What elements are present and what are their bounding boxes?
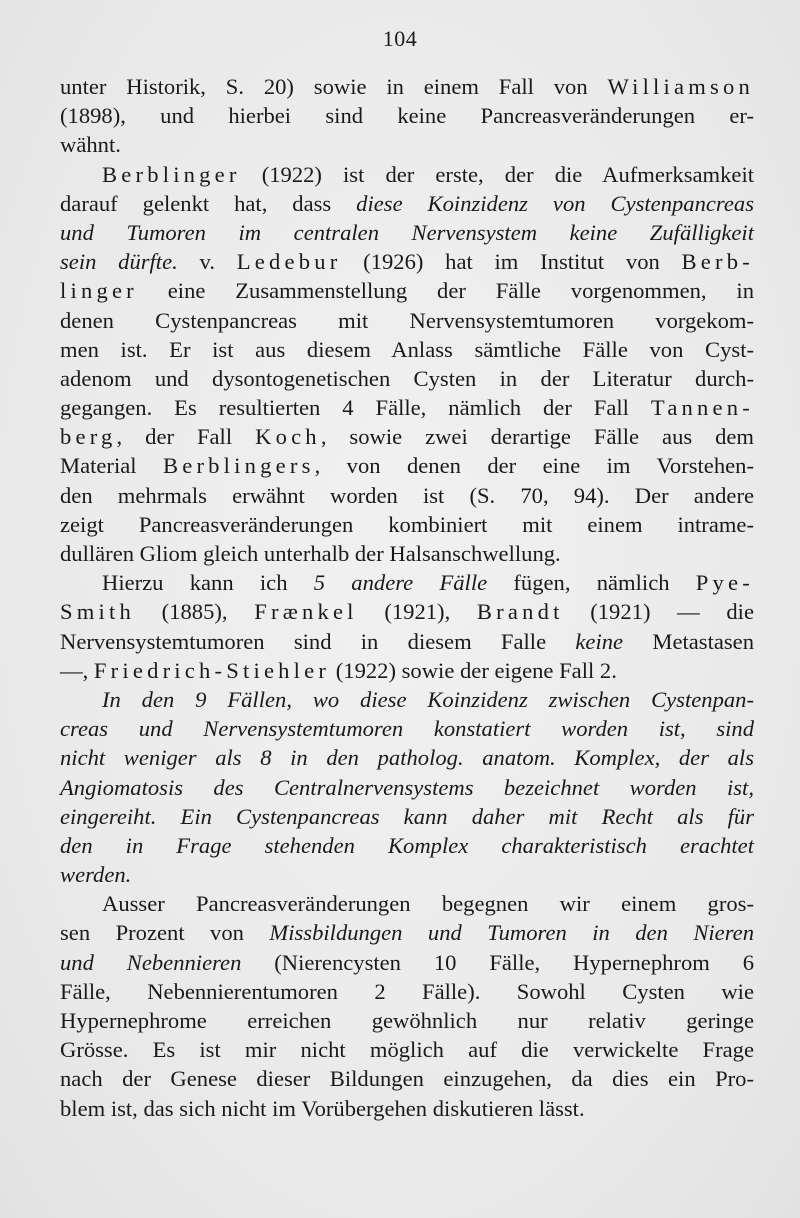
spaced-name: Brandt xyxy=(476,599,564,625)
text-run: (1921) — die xyxy=(563,599,754,625)
spaced-name: Williamson xyxy=(607,74,754,99)
italic-text: keine xyxy=(575,628,624,654)
italic-text: werden. xyxy=(60,862,132,888)
text-line xyxy=(60,714,754,743)
text-run: darauf gelenkt hat, dass xyxy=(60,190,357,216)
text-run: (1885), xyxy=(135,599,255,625)
page-number: 104 xyxy=(382,26,418,51)
text-run: den mehrmals erwähnt worden ist (S. 70, 94). Der andere xyxy=(60,482,754,508)
text-line xyxy=(60,685,754,714)
spaced-name: Berblinger xyxy=(102,161,241,187)
text-run: sen Prozent von xyxy=(60,920,270,946)
text-run: blem ist, das sich nicht im Vorübergehen diskutieren lässt. xyxy=(60,1095,585,1121)
text-run: (1922) ist der erste, der die Aufmerksamkeit xyxy=(240,161,754,187)
text-line xyxy=(60,393,754,422)
text-line xyxy=(60,481,754,510)
text-run: , sowie zwei derartige Fälle aus dem xyxy=(320,424,755,450)
spaced-name: Friedrich-Stiehler xyxy=(93,657,331,683)
text-run: adenom und dysontogenetischen Cysten in der Literatur durch- xyxy=(60,365,754,391)
text-run: Hierzu kann ich xyxy=(102,570,314,596)
spaced-name: berg xyxy=(60,424,117,450)
italic-text: 5 andere Fälle xyxy=(313,570,488,596)
text-line xyxy=(60,510,754,539)
text-run: Fälle, Nebennierentumoren 2 Fälle). Sowohl Cysten wie xyxy=(60,978,754,1004)
text-line xyxy=(60,1035,754,1064)
text-run: Grösse. Es ist mir nicht möglich auf die verwickelte Frage xyxy=(60,1037,754,1063)
text-run: men ist. Er ist aus diesem Anlass sämtliche Fälle von Cyst- xyxy=(60,336,754,362)
text-run: gegangen. Es resultierten 4 Fälle, nämlich der Fall xyxy=(60,395,651,421)
text-line xyxy=(60,130,754,159)
spaced-name: Koch xyxy=(255,424,321,450)
spaced-name: linger xyxy=(60,278,138,304)
text-run: Ausser Pancreasveränderungen begegnen wir einem gros- xyxy=(102,891,754,917)
text-line xyxy=(60,1006,754,1035)
text-line xyxy=(60,218,754,247)
text-line xyxy=(60,101,754,130)
text-line xyxy=(60,160,754,189)
text-line xyxy=(60,860,754,889)
body-text xyxy=(60,72,754,1123)
spaced-name: Smith xyxy=(60,599,135,625)
text-run: dullären Gliom gleich unterhalb der Halsanschwellung. xyxy=(60,541,561,566)
spaced-name: Ledebur xyxy=(236,249,342,275)
text-run: fügen, nämlich xyxy=(487,570,696,596)
text-line xyxy=(60,247,754,276)
text-line xyxy=(60,597,754,626)
italic-text: In den 9 Fällen, wo diese Koinzidenz zwischen Cystenpan- xyxy=(102,686,754,712)
italic-text: Angiomatosis des Centralnervensystems bezeichnet worden ist, xyxy=(60,774,754,800)
text-run: nach der Genese dieser Bildungen einzugehen, da dies ein Pro- xyxy=(60,1066,754,1092)
text-line xyxy=(60,276,754,305)
spaced-name: Pye- xyxy=(695,570,754,596)
text-run: eine Zusammenstellung der Fälle vorgenommen, in xyxy=(137,278,754,304)
italic-text: nicht weniger als 8 in den patholog. anatom. Komplex, der als xyxy=(60,745,754,771)
text-line xyxy=(60,948,754,977)
text-line xyxy=(60,743,754,772)
text-run: (1898), und hierbei sind keine Pancreasveränderungen er- xyxy=(60,103,754,129)
text-line xyxy=(60,831,754,860)
text-line xyxy=(60,1094,754,1123)
text-line xyxy=(60,306,754,335)
italic-text: und Tumoren im centralen Nervensystem keine Zufälligkeit xyxy=(60,219,754,245)
spaced-name: Tannen- xyxy=(650,395,754,421)
italic-text: creas und Nervensystemtumoren konstatiert worden ist, sind xyxy=(60,716,754,742)
italic-text: diese Koinzidenz von Cystenpancreas xyxy=(356,190,754,216)
text-line xyxy=(60,422,754,451)
text-line xyxy=(60,72,754,101)
text-line xyxy=(60,918,754,947)
text-run: , von denen der eine im Vorstehen- xyxy=(314,453,754,479)
text-run: (1926) hat im Institut von xyxy=(341,249,682,275)
text-line xyxy=(60,539,754,568)
text-run: Material xyxy=(60,453,163,479)
text-line xyxy=(60,1064,754,1093)
text-run: (1922) sowie der eigene Fall 2. xyxy=(330,657,617,683)
spaced-name: Berblingers xyxy=(162,453,315,479)
text-line xyxy=(60,773,754,802)
italic-text: Missbildungen und Tumoren in den Nieren xyxy=(269,920,754,946)
text-run: unter Historik, S. 20) sowie in einem Fall von xyxy=(60,74,608,99)
text-run: Metastasen xyxy=(623,628,754,654)
italic-text: den in Frage stehenden Komplex charakteristisch erachtet xyxy=(60,832,754,858)
text-line xyxy=(60,889,754,918)
text-line xyxy=(60,802,754,831)
text-run: (Nierencysten 10 Fälle, Hypernephrom 6 xyxy=(241,949,754,975)
spaced-name: Berb- xyxy=(681,249,754,275)
text-line xyxy=(60,189,754,218)
text-line xyxy=(60,977,754,1006)
text-line xyxy=(60,451,754,480)
text-run: wähnt. xyxy=(60,132,121,158)
italic-text: sein dürfte. xyxy=(60,249,178,275)
text-run: zeigt Pancreasveränderungen kombiniert mit einem intrame- xyxy=(60,511,754,537)
text-run: v. xyxy=(177,249,237,275)
text-run: —, xyxy=(60,657,94,683)
italic-text: eingereiht. Ein Cystenpancreas kann daher mit Recht als für xyxy=(60,803,754,829)
text-line xyxy=(60,364,754,393)
text-line xyxy=(60,568,754,597)
text-run: denen Cystenpancreas mit Nervensystemtumoren vorgekom- xyxy=(60,307,754,333)
text-line xyxy=(60,656,754,685)
text-run: , der Fall xyxy=(116,424,256,450)
spaced-name: Frænkel xyxy=(254,599,358,625)
text-run: Hypernephrome erreichen gewöhnlich nur relativ geringe xyxy=(60,1008,754,1033)
text-run: Nervensystemtumoren sind in diesem Falle xyxy=(60,628,576,654)
italic-text: und Nebennieren xyxy=(60,949,242,975)
text-line xyxy=(60,335,754,364)
text-line xyxy=(60,627,754,656)
text-run: (1921), xyxy=(357,599,477,625)
